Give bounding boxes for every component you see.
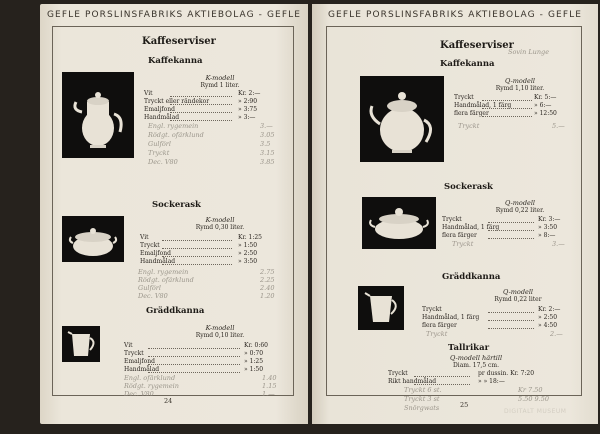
kaffekanna-heading: Kaffekanna <box>440 59 495 69</box>
kaffekanna-rymd: Rymd 1 liter. <box>200 82 240 89</box>
sockerask-model: Q-modell <box>504 199 535 207</box>
price-row-label: Vit <box>140 234 149 241</box>
handwritten-price: 2.40 <box>260 284 275 292</box>
leader-dots <box>488 320 534 321</box>
sugar-bowl-image <box>362 197 436 249</box>
graddkanna-photo <box>62 326 100 362</box>
price-row-label: Handmålad <box>144 114 180 121</box>
price-row-value: » 3:50 <box>238 258 258 265</box>
kaffekanna-rymd: Rymd 1,10 liter. <box>495 85 545 92</box>
price-row-value: » 1:50 <box>238 242 258 249</box>
price-row-label: Vit <box>124 342 133 349</box>
tallrikar-model: Q-modell härtill <box>449 354 503 362</box>
leader-dots <box>148 364 240 365</box>
price-row-value: » 2:50 <box>238 250 258 257</box>
price-row-label: Vit <box>144 90 153 97</box>
price-row-label: Rikt handmålad <box>388 378 437 385</box>
page-header: GEFLE PORSLINSFABRIKS AKTIEBOLAG - GEFLE <box>46 10 302 20</box>
leader-dots <box>162 248 232 249</box>
price-row-value: » 4:50 <box>538 322 558 329</box>
kaffekanna-heading: Kaffekanna <box>148 56 203 66</box>
price-row-label: flera färger <box>442 232 477 239</box>
price-row-value: Kr. 3:— <box>538 216 561 223</box>
sockerask-model: K-modell <box>205 216 235 224</box>
cream-jug-image <box>358 286 404 330</box>
graddkanna-heading: Gräddkanna <box>146 306 205 316</box>
left-page <box>40 4 308 424</box>
handwritten-note: Gulförl <box>138 284 161 292</box>
price-row-label: Tryckt <box>388 370 408 377</box>
leader-dots <box>414 384 470 385</box>
price-row-label: Tryckt eller rändekor <box>144 98 210 105</box>
price-row-value: » 2:90 <box>238 98 258 105</box>
handwritten-price: 1.40 <box>262 374 277 382</box>
handwritten-note: Dec. V80 <box>124 390 154 398</box>
handwritten-note: Snörgwats <box>404 404 440 412</box>
section-title: Kaffeserviser <box>142 36 216 47</box>
price-row-label: Handmålad, 1 färg <box>442 224 500 231</box>
graddkanna-heading: Gräddkanna <box>442 272 501 282</box>
coffee-pot-image <box>62 72 134 158</box>
graddkanna-model: Q-modell <box>502 288 533 296</box>
leader-dots <box>162 256 232 257</box>
handwritten-price: 5.— <box>552 122 565 130</box>
handwritten-note: Tryckt <box>148 149 170 157</box>
leader-dots <box>162 240 232 241</box>
leader-dots <box>414 376 470 377</box>
right-page <box>312 4 598 424</box>
leader-dots <box>170 96 232 97</box>
cream-jug-image <box>62 326 100 362</box>
price-row-value: Kr. 2:— <box>538 306 561 313</box>
graddkanna-rymd: Rymd 0,10 liter. <box>195 332 245 339</box>
price-row-value: Kr. 2:— <box>238 90 261 97</box>
price-row-value: » 3:— <box>238 114 256 121</box>
leader-dots <box>482 116 532 117</box>
kaffekanna-model: K-modell <box>205 74 235 82</box>
price-row-label: Handmålad <box>140 258 176 265</box>
price-row-label: Emaljfond <box>140 250 171 257</box>
leader-dots <box>488 230 534 231</box>
handwritten-note: Dec. V80 <box>148 158 178 166</box>
price-row-label: Tryckt <box>140 242 160 249</box>
price-row-label: Handmålad, 1 färg <box>454 102 512 109</box>
price-row-label: flera färger <box>422 322 457 329</box>
handwritten-price: 2.— <box>550 330 563 338</box>
price-row-value: » 3:75 <box>238 106 258 113</box>
price-row-value: » 3:50 <box>538 224 558 231</box>
price-row-value: » » 18:— <box>478 378 505 385</box>
leader-dots <box>148 372 240 373</box>
leader-dots <box>488 312 534 313</box>
handwritten-price: 3.05 <box>260 131 275 139</box>
price-row-label: Emaljfond <box>144 106 175 113</box>
leader-dots <box>488 222 534 223</box>
coffee-pot-image <box>360 76 444 162</box>
price-row-value: » 0:70 <box>244 350 264 357</box>
leader-dots <box>148 348 240 349</box>
handwritten-price: 2.75 <box>260 268 275 276</box>
leader-dots <box>148 356 240 357</box>
price-row-label: Tryckt <box>442 216 462 223</box>
leader-dots <box>162 264 232 265</box>
kaffekanna-photo <box>62 72 134 158</box>
section-title: Kaffeserviser <box>440 40 514 51</box>
leader-dots <box>488 328 534 329</box>
sockerask-heading: Sockerask <box>152 200 201 210</box>
page-header: GEFLE PORSLINSFABRIKS AKTIEBOLAG - GEFLE <box>327 10 583 20</box>
tallrikar-heading: Tallrikar <box>448 343 490 353</box>
handwritten-price: 1.15 <box>262 382 277 390</box>
price-row-value: Kr. 5:— <box>534 94 557 101</box>
handwritten-price: 3.— <box>552 240 565 248</box>
handwritten-note: Dec. V80 <box>138 292 168 300</box>
handwritten-price: 1.20 <box>260 292 275 300</box>
page-number: 25 <box>460 401 469 409</box>
kaffekanna-photo <box>360 76 444 162</box>
price-row-label: Handmålad, 1 färg <box>422 314 480 321</box>
sockerask-rymd: Rymd 0,22 liter. <box>495 207 545 214</box>
handwritten-price: 3.15 <box>260 149 275 157</box>
handwritten-note: Tryckt <box>426 330 448 338</box>
handwritten-price: 2.25 <box>260 276 275 284</box>
handwritten-note: Engl. rygemein <box>148 122 199 130</box>
leader-dots <box>482 100 532 101</box>
price-row-value: » 1:50 <box>244 366 264 373</box>
graddkanna-photo <box>358 286 404 330</box>
handwritten-note: Rödgt. ofärklund <box>138 276 194 284</box>
sockerask-rymd: Rymd 0,30 liter. <box>195 224 245 231</box>
tallrikar-diam: Diam. 17,5 cm. <box>452 362 500 369</box>
handwritten-note: Tryckt <box>458 122 480 130</box>
handwritten-note: Rödgt. ofärklund <box>148 131 204 139</box>
kaffekanna-model: Q-modell <box>504 77 535 85</box>
price-row-label: Handmålad <box>124 366 160 373</box>
leader-dots <box>170 112 232 113</box>
graddkanna-model: K-modell <box>205 324 235 332</box>
price-row-value: Kr. 0:60 <box>244 342 268 349</box>
leader-dots <box>488 238 534 239</box>
sugar-bowl-image <box>62 216 124 262</box>
price-row-value: » 1:25 <box>244 358 264 365</box>
handwritten-note: Tryckt 3 st <box>404 395 440 403</box>
price-row-value: » 12:50 <box>534 110 557 117</box>
handwritten-note: Gulförl <box>148 140 171 148</box>
price-row-value: pr dussin. Kr. 7:20 <box>478 370 535 377</box>
price-row-label: flera färger <box>454 110 489 117</box>
price-row-value: » 6:— <box>534 102 552 109</box>
page-number: 24 <box>164 397 173 405</box>
price-row-value: » 8:— <box>538 232 556 239</box>
graddkanna-rymd: Rymd 0,22 liter <box>494 296 542 303</box>
leader-dots <box>482 108 532 109</box>
handwritten-price: 1.— <box>262 390 275 398</box>
handwritten-note: Engl. rygemein <box>138 268 189 276</box>
sockerask-heading: Sockerask <box>444 182 493 192</box>
title-handwritten-note: Sovin Lunge <box>508 48 550 56</box>
handwritten-note: Tryckt <box>452 240 474 248</box>
sockerask-photo <box>62 216 124 262</box>
handwritten-price: 3.5 <box>260 140 271 148</box>
handwritten-note: Engl. ofärklund <box>124 374 176 382</box>
price-row-label: Emaljfond <box>124 358 155 365</box>
leader-dots <box>170 120 232 121</box>
price-row-label: Tryckt <box>454 94 474 101</box>
handwritten-price: 3.85 <box>260 158 275 166</box>
museum-watermark: DIGITALT MUSEUM <box>504 408 567 415</box>
handwritten-price: 5.50 9.50 <box>518 395 550 403</box>
price-row-label: Tryckt <box>124 350 144 357</box>
price-row-value: » 2:50 <box>538 314 558 321</box>
leader-dots <box>170 104 232 105</box>
handwritten-note: Rödgt. rygemein <box>124 382 179 390</box>
handwritten-price: Kr 7.50 <box>518 386 543 394</box>
sockerask-photo <box>362 197 436 249</box>
price-row-label: Tryckt <box>422 306 442 313</box>
price-row-value: Kr. 1:25 <box>238 234 262 241</box>
handwritten-note: Tryckt 6 st. <box>404 386 442 394</box>
handwritten-price: 3.— <box>260 122 273 130</box>
